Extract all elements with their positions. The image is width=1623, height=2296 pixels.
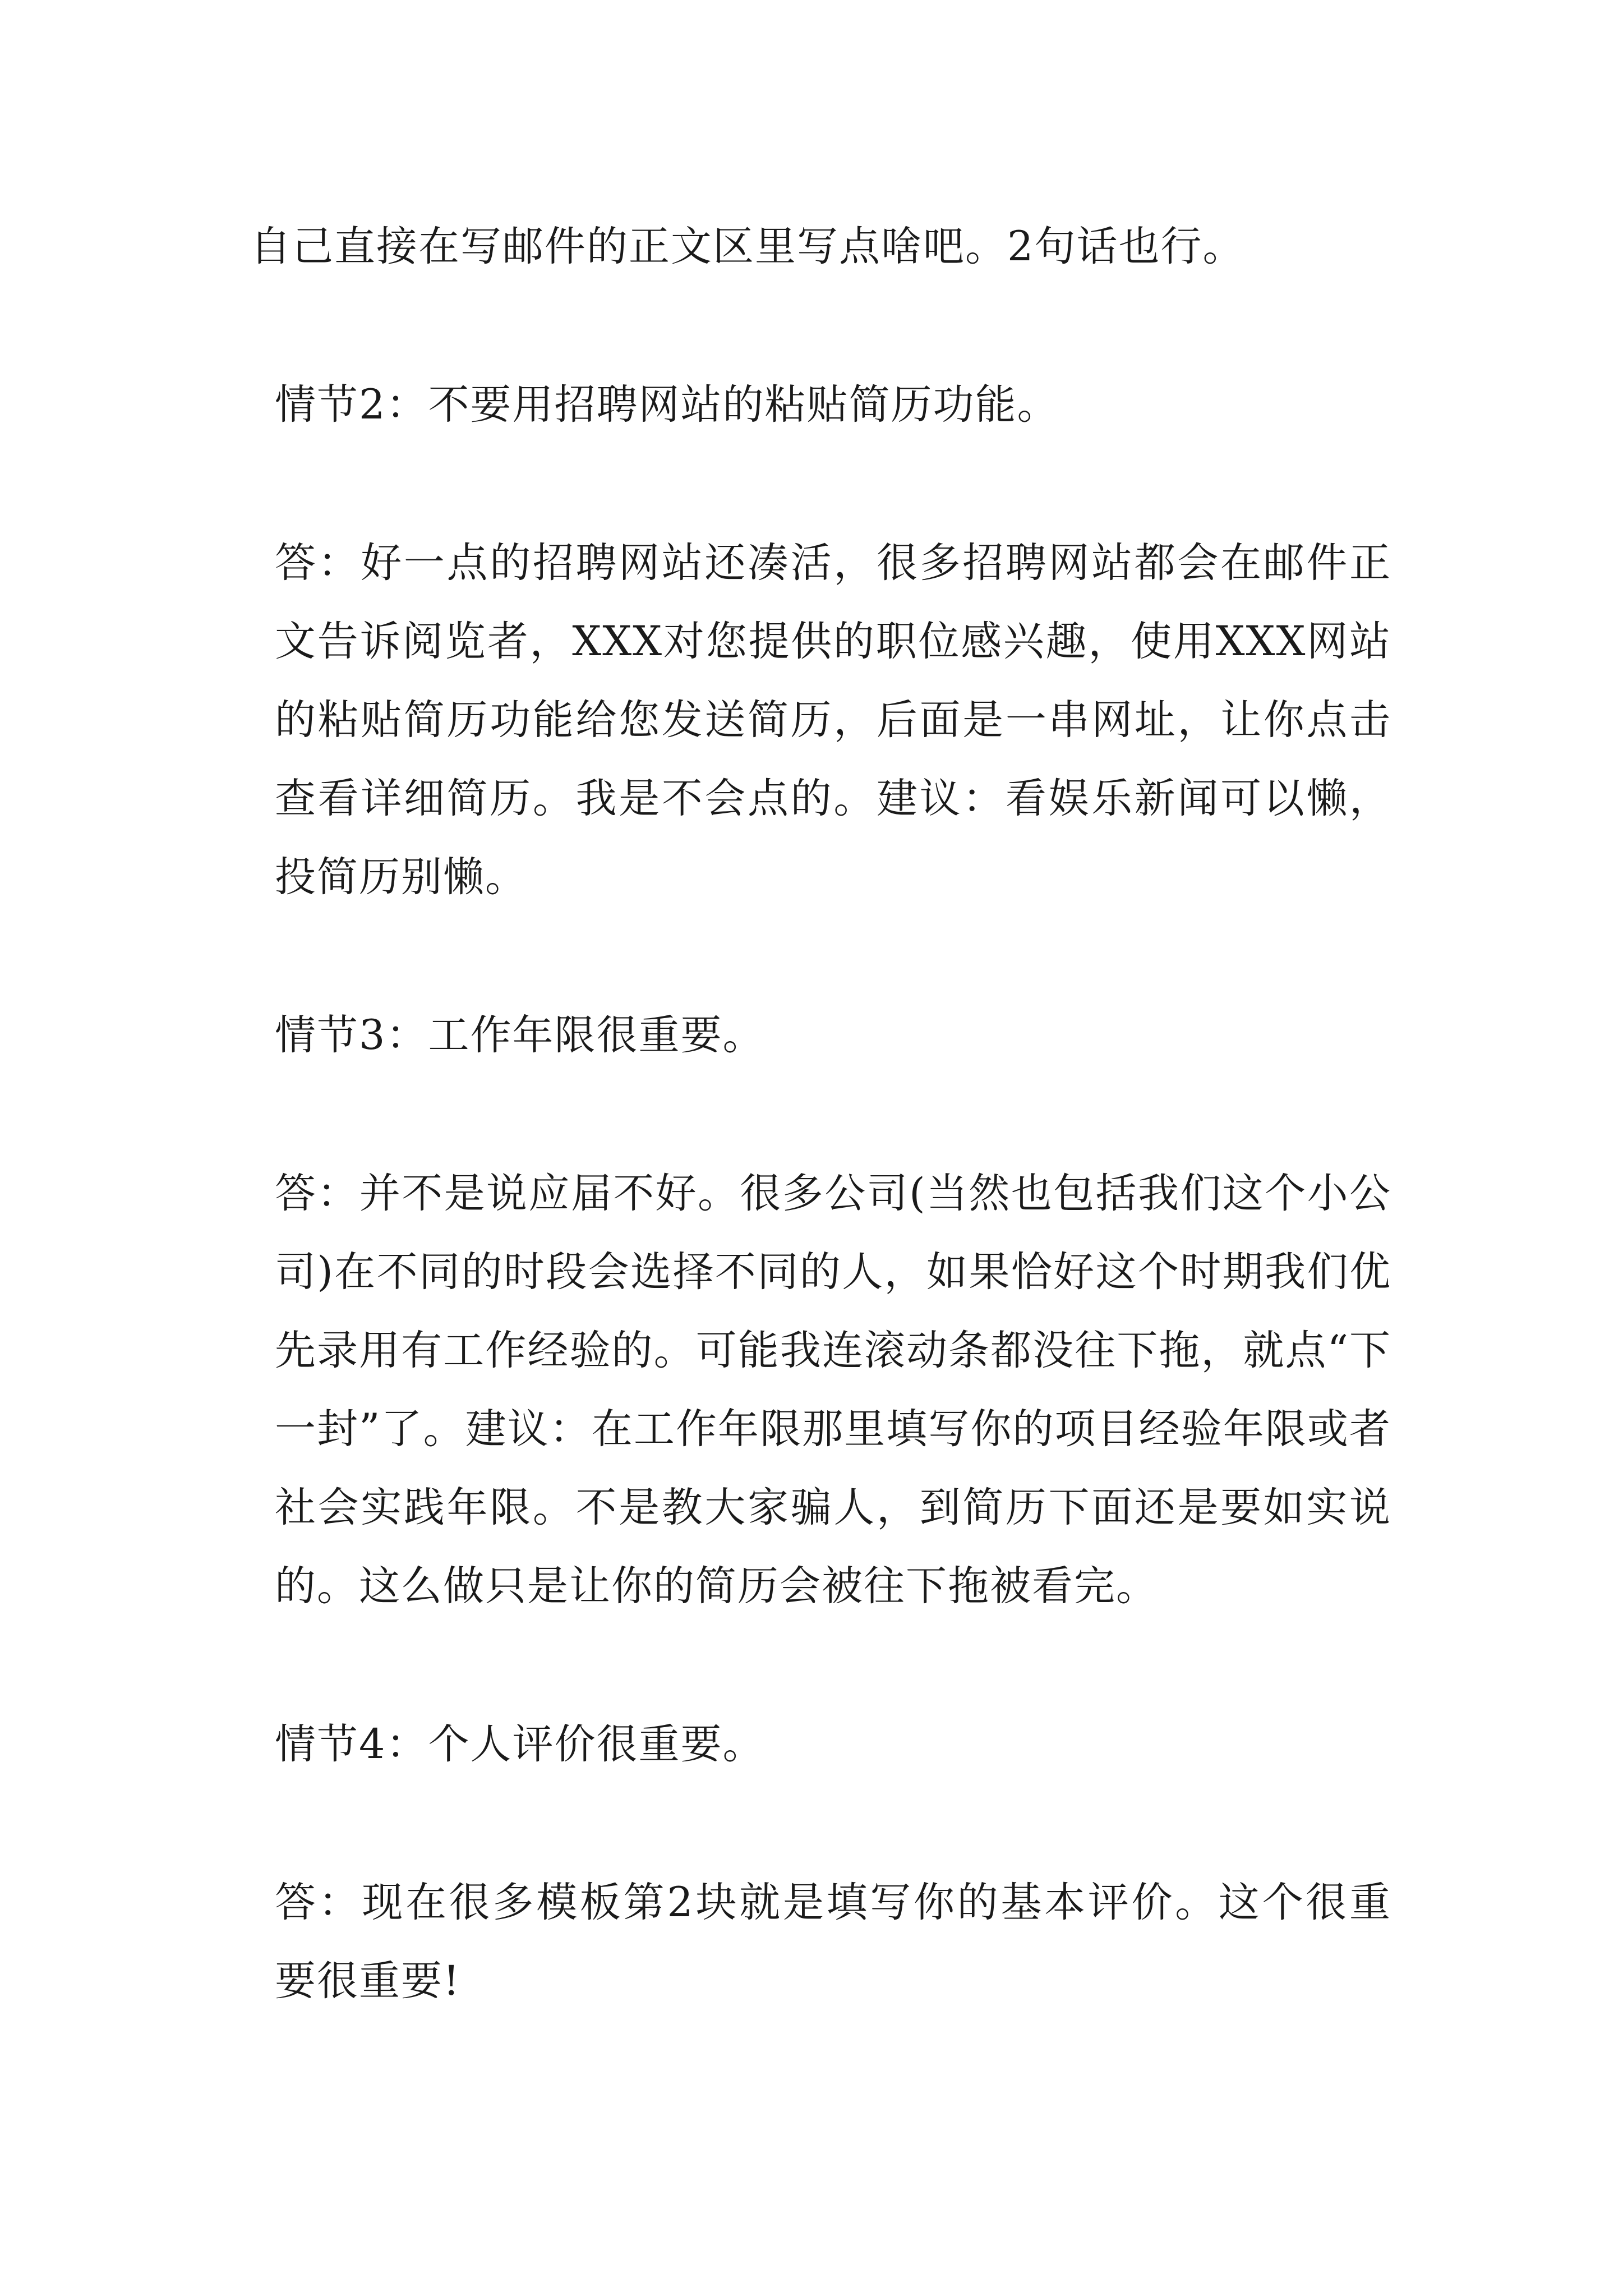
paragraph-intro-tail: 自己直接在写邮件的正文区里写点啥吧。2句话也行。 [250, 223, 1245, 270]
section-heading-4: 情节4：个人评价很重要。 [275, 1720, 765, 1768]
section-heading-3: 情节3：工作年限很重要。 [275, 1011, 765, 1059]
document-body [250, 208, 1391, 2021]
answer-paragraph-2: 答：好一点的招聘网站还凑活，很多招聘网站都会在邮件正文告诉阅览者，XXX对您提供的职位感兴趣，使用XXX网站的粘贴简历功能给您发送简历，后面是一串网址，让你点击查看详细简历。我是不会点的。建议：看娱乐新闻可以懒，投简历别懒。 [275, 539, 1391, 901]
section-heading-2: 情节2：不要用招聘网站的粘贴简历功能。 [275, 381, 1059, 429]
answer-paragraph-4: 答：现在很多模板第2块就是填写你的基本评价。这个很重要很重要! [275, 1879, 1391, 2005]
answer-paragraph-3: 答：并不是说应届不好。很多公司(当然也包括我们这个小公司)在不同的时段会选择不同的人，如果恰好这个时期我们优先录用有工作经验的。可能我连滚动条都没往下拖，就点“下一封”了。建议：在工作年限那里填写你的项目经验年限或者社会实践年限。不是教大家骗人，到简历下面还是要如实说的。这么做只是让你的简历会被往下拖被看完。 [275, 1170, 1391, 1610]
